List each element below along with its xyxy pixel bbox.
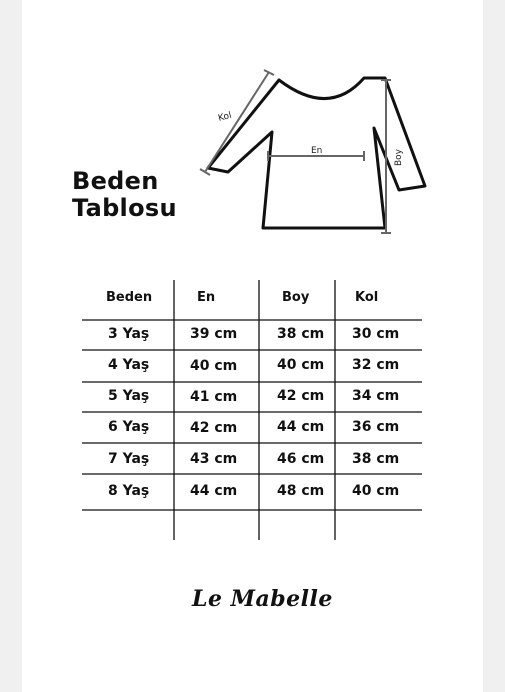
kol-measure-line xyxy=(200,70,274,175)
header-beden: Beden xyxy=(106,290,153,305)
row-3-en: 41 cm xyxy=(190,389,238,405)
row-6-size: 8 Yaş xyxy=(108,483,150,499)
page-title-line2: Tablosu xyxy=(72,194,177,222)
row-4-en: 42 cm xyxy=(190,420,238,436)
header-en: En xyxy=(197,290,216,305)
row-1-size: 3 Yaş xyxy=(108,326,150,342)
row-5-en: 43 cm xyxy=(190,451,238,467)
page-title-line1: Beden xyxy=(72,167,159,195)
row-5-size: 7 Yaş xyxy=(108,451,150,467)
row-3-size: 5 Yaş xyxy=(108,388,150,404)
row-2-kol: 32 cm xyxy=(352,357,400,373)
row-4-kol: 36 cm xyxy=(352,419,400,435)
row-5-kol: 38 cm xyxy=(352,451,400,467)
row-4-boy: 44 cm xyxy=(277,419,325,435)
row-5-boy: 46 cm xyxy=(277,451,325,467)
row-3-boy: 42 cm xyxy=(277,388,325,404)
row-1-kol: 30 cm xyxy=(352,326,400,342)
row-2-size: 4 Yaş xyxy=(108,357,150,373)
boy-label: Boy xyxy=(394,148,404,166)
row-6-boy: 48 cm xyxy=(277,483,325,499)
header-boy: Boy xyxy=(282,290,310,305)
row-1-en: 39 cm xyxy=(190,326,238,342)
row-6-kol: 40 cm xyxy=(352,483,400,499)
row-6-en: 44 cm xyxy=(190,483,238,499)
row-4-size: 6 Yaş xyxy=(108,419,150,435)
garment-measurement-diagram xyxy=(22,0,483,250)
header-kol: Kol xyxy=(355,290,379,305)
row-1-boy: 38 cm xyxy=(277,326,325,342)
row-3-kol: 34 cm xyxy=(352,388,400,404)
row-2-boy: 40 cm xyxy=(277,357,325,373)
brand-logo: Le Mabelle xyxy=(192,586,333,612)
row-2-en: 40 cm xyxy=(190,358,238,374)
kol-label: Kol xyxy=(217,110,233,124)
en-label: En xyxy=(311,146,323,156)
size-chart-page xyxy=(22,0,483,692)
